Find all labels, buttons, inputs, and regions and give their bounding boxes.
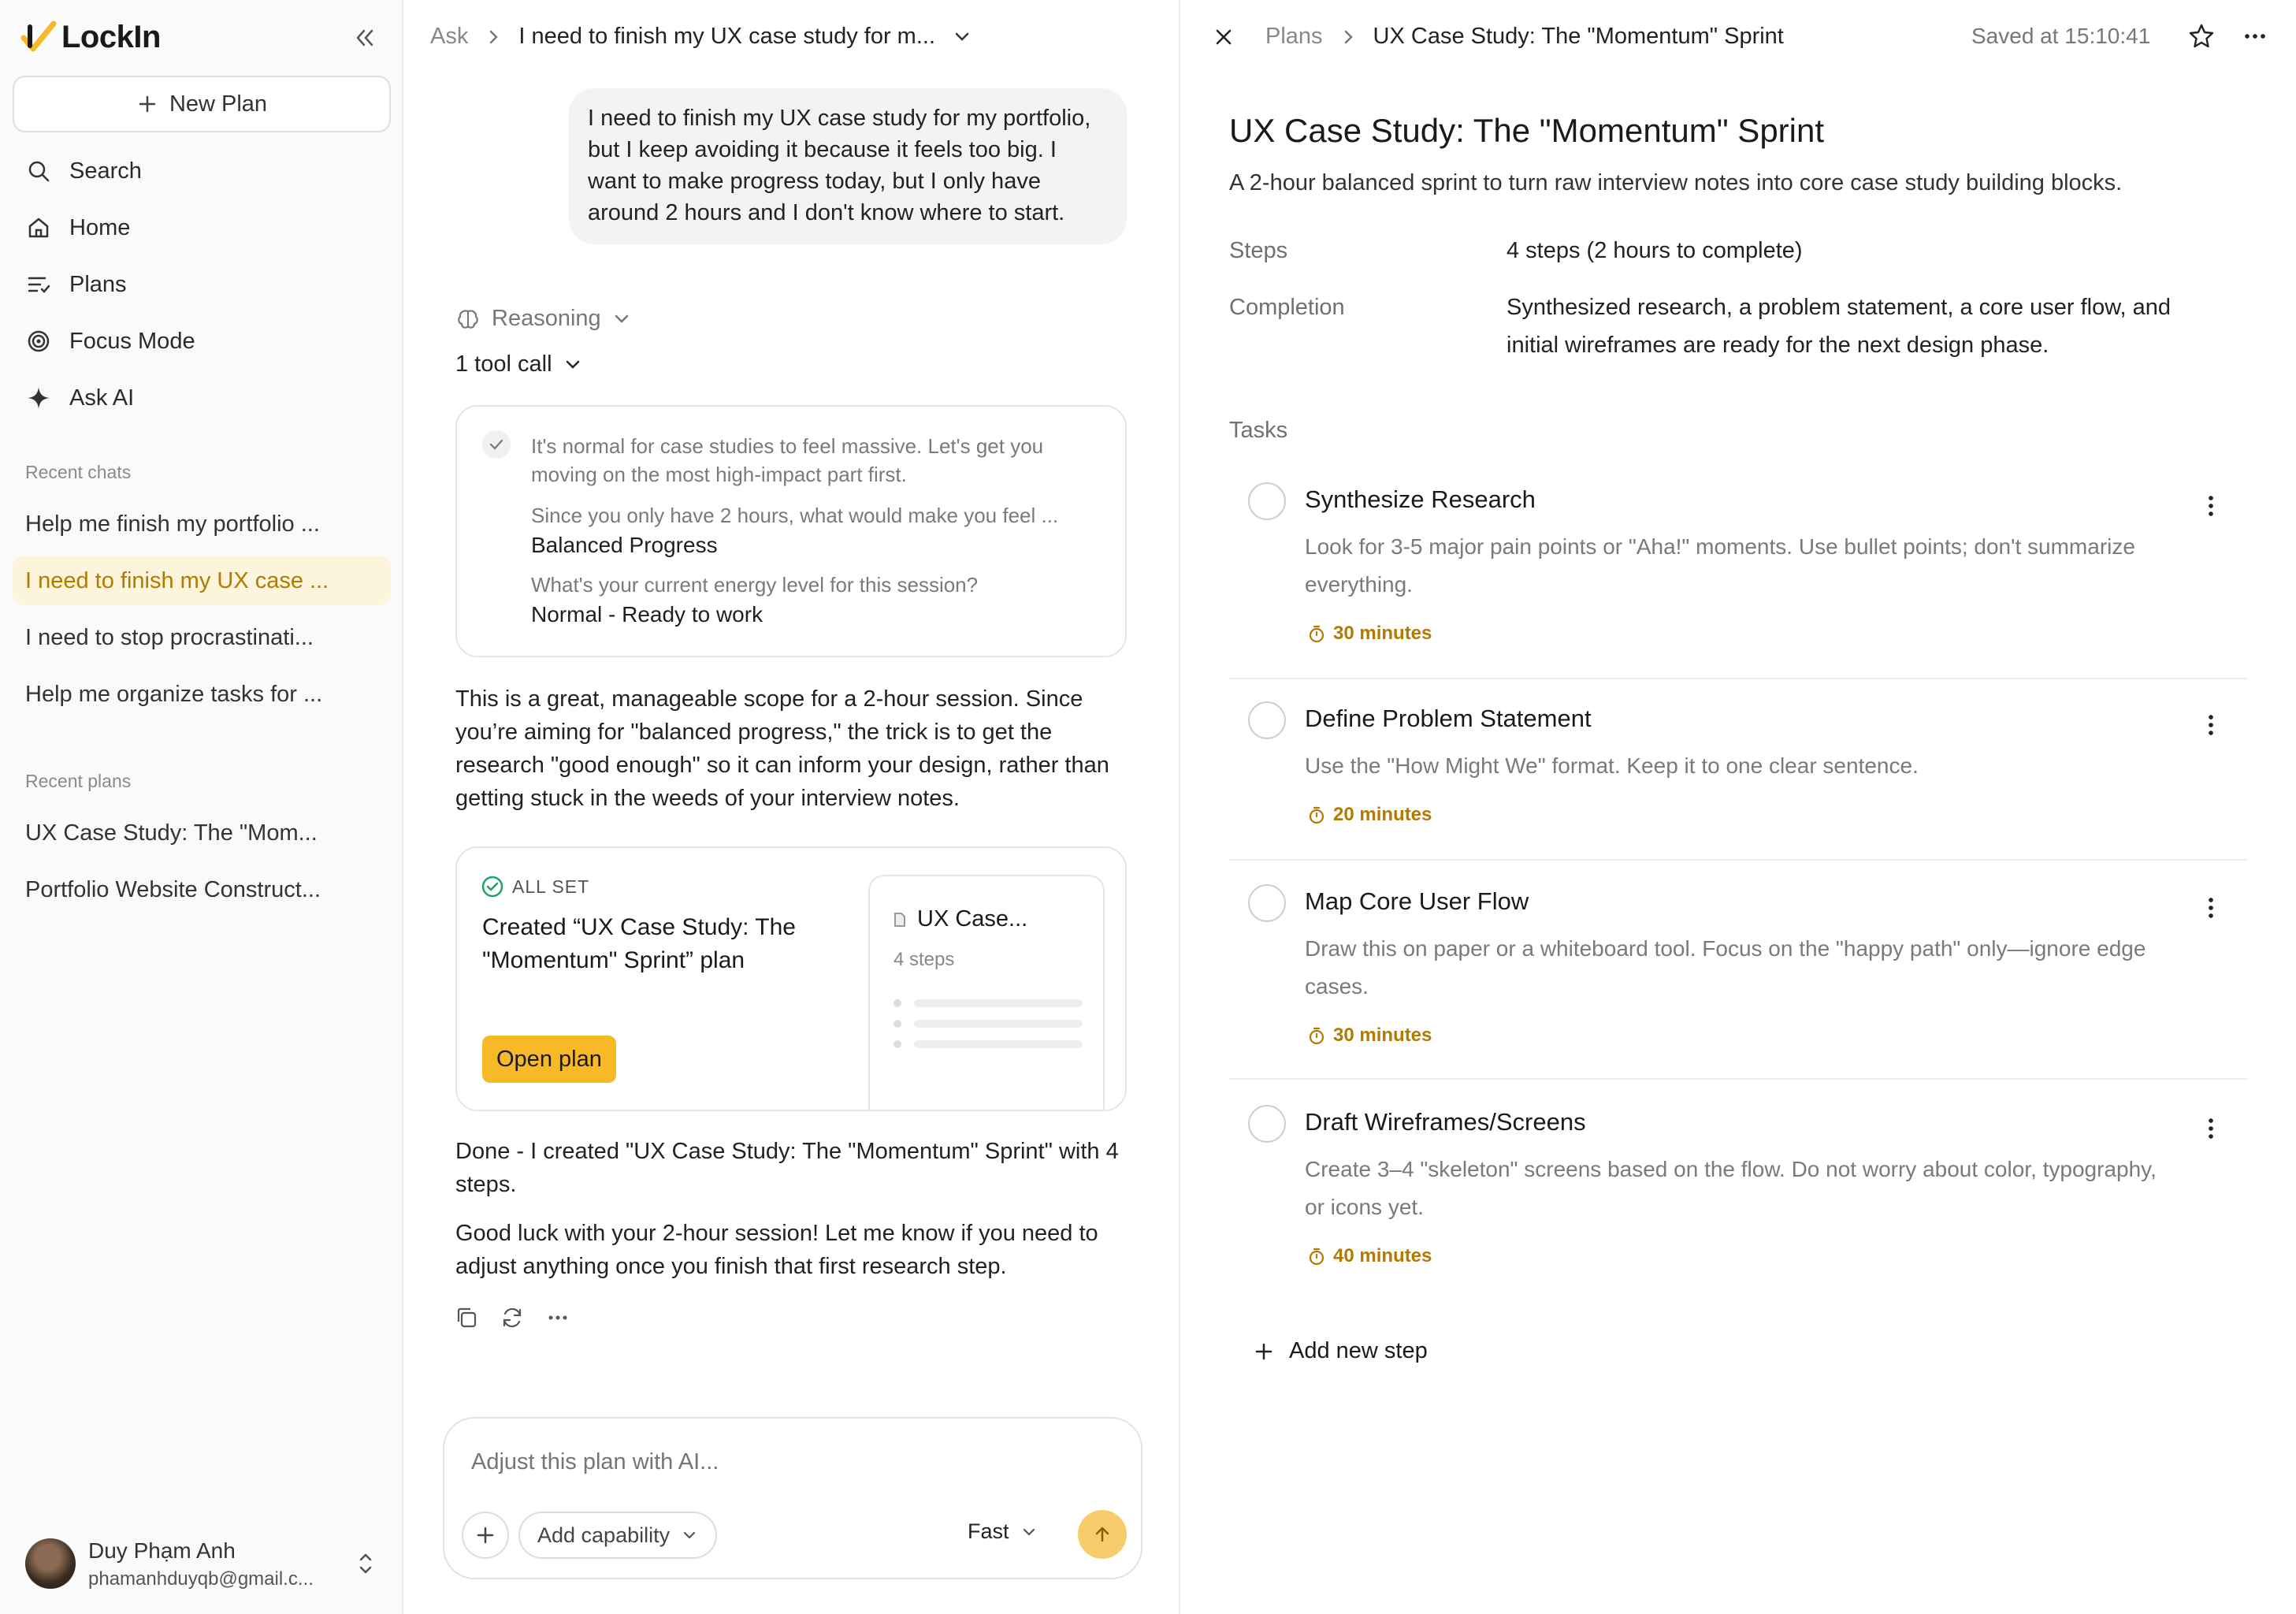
task-title: Map Core User Flow <box>1305 887 1529 915</box>
breadcrumb-plans[interactable]: Plans <box>1265 24 1323 49</box>
collapse-sidebar-icon[interactable] <box>350 24 378 52</box>
preview-steps: 4 steps <box>894 949 955 970</box>
plus-icon <box>136 93 158 115</box>
tool-call-card <box>455 405 1127 657</box>
brain-icon <box>455 307 481 332</box>
completion-label: Completion <box>1229 295 1345 320</box>
chevron-right-icon <box>1340 28 1356 46</box>
sparkle-icon <box>25 385 52 411</box>
home-icon <box>25 214 52 241</box>
add-capability-button[interactable] <box>518 1512 717 1559</box>
task-title: Draft Wireframes/Screens <box>1305 1108 1586 1136</box>
recent-chats-label: Recent chats <box>25 462 132 482</box>
timer-icon <box>1308 805 1325 824</box>
task-item[interactable] <box>1229 695 2247 861</box>
plan-breadcrumb <box>1265 24 1784 50</box>
copy-icon[interactable] <box>454 1305 479 1330</box>
sidebar-item-focus-mode[interactable] <box>25 319 195 363</box>
sidebar <box>0 0 403 1614</box>
tool-call-answer: Balanced Progress <box>531 533 718 557</box>
task-more-icon[interactable] <box>2206 493 2216 519</box>
task-item[interactable] <box>1229 1099 2247 1292</box>
task-more-icon[interactable] <box>2206 1116 2216 1141</box>
sidebar-item-ask-ai[interactable] <box>25 376 134 420</box>
add-new-step-button[interactable] <box>1253 1338 1428 1364</box>
recent-plans-label: Recent plans <box>25 771 132 791</box>
tool-call-label: 1 tool call <box>455 351 552 377</box>
logo[interactable] <box>19 17 161 57</box>
task-title: Define Problem Statement <box>1305 705 1592 732</box>
task-checkbox[interactable] <box>1248 482 1286 520</box>
steps-label: Steps <box>1229 238 1288 263</box>
sidebar-item-label: Focus Mode <box>69 328 195 354</box>
new-plan-label: New Plan <box>169 91 268 117</box>
plus-icon <box>475 1525 496 1545</box>
more-options-icon[interactable] <box>2241 22 2269 50</box>
recent-chat-item-active[interactable]: I need to finish my UX case ... <box>13 556 391 605</box>
tool-call-question: What's your current energy level for this session? <box>531 573 979 597</box>
done-message: Done - I created "UX Case Study: The "Momentum" Sprint" with 4 steps. <box>455 1139 1119 1197</box>
timer-icon <box>1308 624 1325 643</box>
recent-chat-item[interactable]: I need to stop procrastinati... <box>25 624 314 650</box>
completion-value: Synthesized research, a problem statement, a core user flow, and initial wireframes are ready for the next design phase. <box>1507 295 2172 358</box>
close-icon[interactable] <box>1210 24 1237 50</box>
plans-icon <box>25 271 52 298</box>
task-duration-label: 30 minutes <box>1333 623 1432 644</box>
recent-chat-item[interactable]: Help me finish my portfolio ... <box>25 511 320 537</box>
plan-created-card <box>455 846 1127 1111</box>
task-checkbox[interactable] <box>1248 884 1286 922</box>
created-plan-title: Created “UX Case Study: The "Momentum" Sprint” plan <box>482 914 796 973</box>
task-description: Create 3–4 "skeleton" screens based on the flow. Do not worry about color, typography, or icons yet. <box>1305 1157 2157 1219</box>
all-set-status <box>481 875 589 898</box>
task-duration-label: 30 minutes <box>1333 1025 1432 1046</box>
task-more-icon[interactable] <box>2206 895 2216 920</box>
task-checkbox[interactable] <box>1248 1105 1286 1143</box>
tool-call-toggle[interactable] <box>455 351 582 377</box>
plus-icon <box>1253 1341 1275 1363</box>
sidebar-item-plans[interactable] <box>25 262 127 307</box>
task-description: Look for 3-5 major pain points or "Aha!" moments. Use bullet points; don't summarize everything. <box>1305 534 2135 597</box>
add-capability-label: Add capability <box>537 1523 671 1547</box>
add-new-step-label: Add new step <box>1289 1338 1428 1363</box>
tool-call-question: Since you only have 2 hours, what would make you feel ... <box>531 504 1059 527</box>
tool-call-answer: Normal - Ready to work <box>531 602 763 627</box>
task-duration <box>1308 804 1432 826</box>
reasoning-label: Reasoning <box>492 306 601 331</box>
task-duration-label: 40 minutes <box>1333 1245 1432 1266</box>
message-actions <box>454 1305 570 1330</box>
sidebar-item-home[interactable] <box>25 206 130 250</box>
task-duration <box>1308 623 1432 645</box>
document-icon <box>894 912 906 928</box>
mode-select[interactable] <box>968 1519 1038 1544</box>
plan-title: UX Case Study: The "Momentum" Sprint <box>1229 112 1825 149</box>
timer-icon <box>1308 1247 1325 1266</box>
recent-plan-item[interactable]: Portfolio Website Construct... <box>25 876 321 902</box>
recent-plan-item[interactable]: UX Case Study: The "Mom... <box>25 820 318 846</box>
user-message: I need to finish my UX case study for my portfolio, but I keep avoiding it because it feels too big. I want to make progress today, but I only have around 2 hours and I don't know where to start. <box>569 88 1127 244</box>
assistant-message: This is a great, manageable scope for a 2-hour session. Since you’re aiming for "balanced progress," the trick is to get the research "good enough" so it can inform your design, rather than getting stuck in the weeds of your interview notes. <box>455 686 1109 811</box>
task-item[interactable] <box>1229 476 2247 679</box>
composer <box>443 1417 1142 1579</box>
attach-button[interactable] <box>462 1512 509 1559</box>
search-icon <box>25 158 52 184</box>
all-set-label: ALL SET <box>512 876 590 897</box>
star-icon[interactable] <box>2187 22 2216 50</box>
task-item[interactable] <box>1229 878 2247 1080</box>
task-more-icon[interactable] <box>2206 712 2216 738</box>
send-button[interactable] <box>1078 1510 1127 1559</box>
breadcrumb <box>430 24 972 50</box>
sidebar-item-label: Search <box>69 158 142 184</box>
timer-icon <box>1308 1026 1325 1045</box>
mode-label: Fast <box>968 1519 1009 1543</box>
user-profile[interactable] <box>13 1532 391 1595</box>
reasoning-toggle[interactable] <box>455 306 631 332</box>
plan-panel <box>1180 0 2296 1614</box>
recent-chat-item[interactable]: Help me organize tasks for ... <box>25 681 323 707</box>
regenerate-icon[interactable] <box>500 1305 525 1330</box>
tool-call-intro: It's normal for case studies to feel massive. Let's get you moving on the most high-impact part first. <box>531 434 1044 486</box>
task-description: Use the "How Might We" format. Keep it to one clear sentence. <box>1305 753 1919 778</box>
sidebar-item-label: Home <box>69 214 131 240</box>
task-duration-label: 20 minutes <box>1333 804 1432 825</box>
task-duration <box>1308 1025 1432 1047</box>
focus-icon <box>25 328 52 355</box>
new-plan-button[interactable] <box>13 76 391 132</box>
task-duration <box>1308 1245 1432 1267</box>
open-plan-button[interactable]: Open plan <box>482 1036 616 1083</box>
chevron-down-icon <box>563 357 582 373</box>
sidebar-item-label: Ask AI <box>69 385 135 411</box>
avatar <box>25 1538 76 1589</box>
chevron-right-icon <box>485 28 501 46</box>
steps-value: 4 steps (2 hours to complete) <box>1507 238 1803 263</box>
saved-status: Saved at 15:10:41 <box>1971 24 2151 48</box>
task-title: Synthesize Research <box>1305 485 1536 513</box>
closing-message: Good luck with your 2-hour session! Let me know if you need to adjust anything once you finish that first research step. <box>455 1221 1098 1279</box>
user-email: phamanhduyqb@gmail.c... <box>88 1568 314 1590</box>
chevron-down-icon <box>612 311 631 327</box>
task-checkbox[interactable] <box>1248 701 1286 739</box>
preview-title: UX Case... <box>917 906 1028 932</box>
more-icon[interactable] <box>545 1305 570 1330</box>
sidebar-item-label: Plans <box>69 271 127 297</box>
breadcrumb-current-plan[interactable]: UX Case Study: The "Momentum" Sprint <box>1373 24 1784 49</box>
composer-input[interactable] <box>471 1442 1102 1482</box>
lockin-logo-icon <box>19 17 58 57</box>
plan-subtitle: A 2-hour balanced sprint to turn raw interview notes into core case study building blocks. <box>1229 170 2123 195</box>
chevron-down-icon <box>681 1528 698 1542</box>
chevron-down-icon <box>1020 1525 1038 1539</box>
tasks-label: Tasks <box>1229 418 1288 443</box>
task-description: Draw this on paper or a whiteboard tool. Focus on the "happy path" only—ignore edge cases. <box>1305 936 2146 999</box>
breadcrumb-current-chat[interactable]: I need to finish my UX case study for m... <box>518 24 935 49</box>
arrow-up-icon <box>1092 1524 1113 1545</box>
chevron-down-icon[interactable] <box>953 29 972 45</box>
check-icon <box>482 430 511 459</box>
expand-user-menu-icon[interactable] <box>355 1549 377 1578</box>
preview-skeleton <box>894 993 1083 1054</box>
sidebar-item-search[interactable] <box>25 149 142 193</box>
user-name: Duy Phạm Anh <box>88 1538 236 1563</box>
plan-preview-card[interactable] <box>868 875 1105 1111</box>
app-name: LockIn <box>61 19 161 54</box>
breadcrumb-ask[interactable]: Ask <box>430 24 469 49</box>
check-circle-icon <box>481 875 504 898</box>
